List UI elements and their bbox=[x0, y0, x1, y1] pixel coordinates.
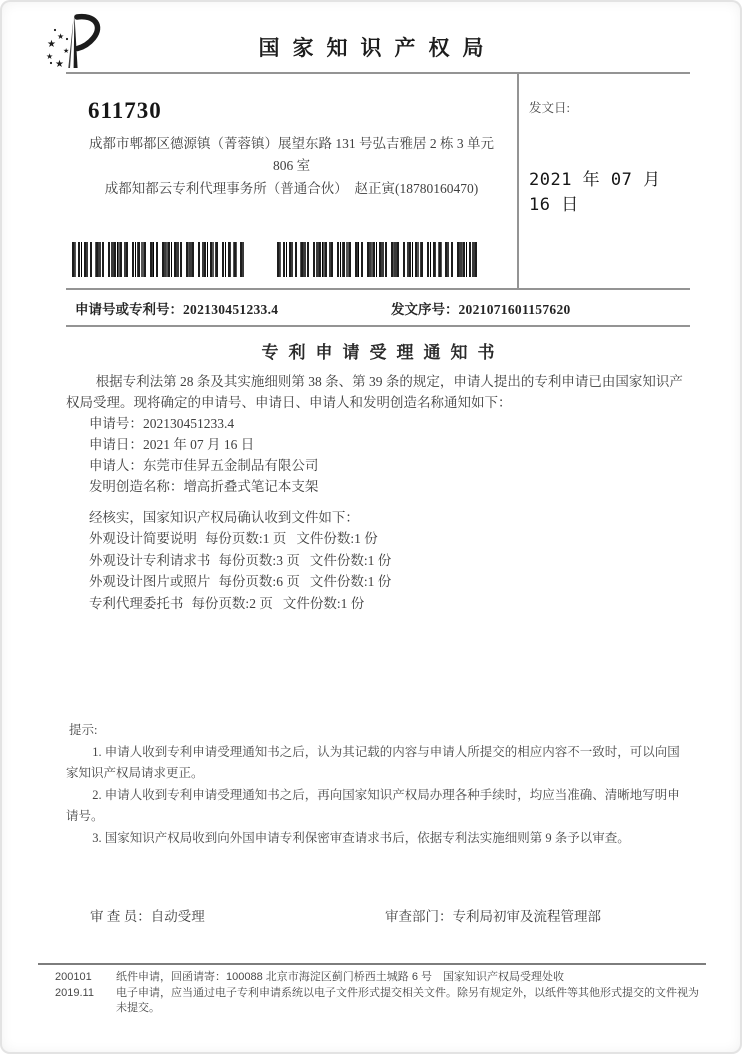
recipient-block bbox=[66, 74, 517, 288]
document-copies: 文件份数:1 份 bbox=[309, 552, 392, 568]
field-filing-date bbox=[66, 434, 690, 455]
field-label: 发明创造名称： bbox=[88, 479, 184, 494]
document-name: 外观设计专利请求书 bbox=[88, 552, 211, 568]
document-row bbox=[66, 571, 690, 593]
document-name: 外观设计图片或照片 bbox=[88, 574, 211, 589]
dispatch-date-box bbox=[517, 74, 690, 288]
field-application-number bbox=[66, 413, 690, 434]
footer-electronic-line: 电子申请，应当通过电子专利申请系统以电子文件形式提交相关文件。除另有规定外，以纸件等其他形式提交的文件视为未提交。 bbox=[116, 986, 699, 1014]
received-intro: 经核实，国家知识产权局确认收到文件如下： bbox=[88, 510, 359, 525]
document-copies: 文件份数:1 份 bbox=[309, 574, 392, 589]
agent-line: 成都知都云专利代理事务所（普通合伙） 赵正寅(18780160470) bbox=[104, 181, 479, 196]
field-value: 东莞市佳昇五金制品有限公司 bbox=[142, 458, 319, 473]
dispatch-date-value: 2021 年 07 月 16 日 bbox=[529, 170, 661, 215]
dispatch-serial-label: 发文序号： bbox=[391, 301, 459, 317]
document-row bbox=[66, 550, 690, 572]
field-applicant bbox=[66, 455, 690, 476]
barcode-left bbox=[72, 242, 245, 277]
document-name: 专利代理委托书 bbox=[88, 595, 184, 611]
address-line-1: 成都市郫都区德源镇（菁蓉镇）展望东路 131 号弘吉雅居 2 栋 3 单元 bbox=[89, 136, 494, 151]
footer-code-line-1: 200101 bbox=[55, 971, 92, 983]
department bbox=[385, 905, 601, 925]
dispatch-serial bbox=[391, 298, 571, 318]
barcode-row bbox=[72, 242, 480, 277]
document-pages: 每份页数:2 页 bbox=[191, 595, 273, 611]
svg-text:★: ★ bbox=[55, 59, 64, 70]
signoff-row bbox=[66, 905, 690, 925]
field-value: 2021 年 07 月 16 日 bbox=[142, 437, 255, 452]
application-number-label: 申请号或专利号： bbox=[75, 301, 183, 317]
field-label: 申请日： bbox=[88, 437, 143, 452]
footer-paper-line: 纸件申请，回函请寄：100088 北京市海淀区蓟门桥西土城路 6 号 国家知识产权局受理处收 bbox=[116, 971, 564, 983]
field-invention-title bbox=[66, 476, 690, 497]
footer-form-codes bbox=[38, 970, 116, 1017]
department-label: 审查部门： bbox=[385, 909, 453, 924]
svg-text:★: ★ bbox=[63, 47, 70, 55]
address-dispatch-table bbox=[66, 72, 690, 290]
application-number-value: 202130451233.4 bbox=[183, 301, 279, 317]
department-value: 专利局初审及流程管理部 bbox=[452, 909, 601, 924]
footer-code-line-2: 2019.11 bbox=[55, 986, 94, 999]
tip-item: 2. 申请人收到专利申请受理通知书之后，再向国家知识产权局办理各种手续时，均应当准确、清晰地写明申请号。 bbox=[66, 787, 680, 823]
field-label: 申请号： bbox=[88, 416, 143, 431]
svg-text:★: ★ bbox=[46, 52, 54, 61]
tips-section bbox=[66, 720, 690, 849]
examiner bbox=[90, 905, 385, 925]
document-copies: 文件份数:1 份 bbox=[282, 595, 365, 611]
dispatch-serial-value: 2021071601157620 bbox=[458, 301, 571, 317]
notice-body bbox=[66, 371, 690, 614]
field-value: 增高折叠式笔记本支架 bbox=[183, 479, 319, 494]
address-line-2: 806 室 bbox=[272, 158, 311, 173]
svg-text:★: ★ bbox=[57, 32, 65, 41]
notice-title: 专利申请受理通知书 bbox=[261, 343, 505, 362]
application-numbers-row bbox=[66, 290, 690, 327]
field-value: 202130451233.4 bbox=[142, 416, 235, 431]
document-header bbox=[0, 0, 742, 72]
tip-item: 3. 国家知识产权局收到向外国申请专利保密审查请求书后，依据专利法实施细则第 9 条予以审查。 bbox=[92, 830, 630, 845]
field-label: 申请人： bbox=[88, 458, 143, 473]
document-copies: 文件份数:1 份 bbox=[296, 531, 378, 546]
examiner-label: 审 查 员： bbox=[90, 909, 151, 924]
agency-title: 国家知识产权局 bbox=[258, 37, 497, 60]
document-row bbox=[66, 528, 690, 550]
notice-intro: 根据专利法第 28 条及其实施细则第 38 条、第 39 条的规定，申请人提出的专利申请已由国家知识产权局受理。现将确定的申请号、申请日、申请人和发明创造名称通知如下： bbox=[66, 374, 683, 410]
application-number bbox=[66, 298, 391, 318]
examiner-value: 自动受理 bbox=[150, 909, 205, 924]
footer-notes bbox=[116, 970, 706, 1017]
document-pages: 每份页数:3 页 bbox=[218, 552, 300, 568]
document-pages: 每份页数:1 页 bbox=[204, 531, 287, 546]
postal-code: 611730 bbox=[88, 98, 162, 123]
dispatch-date-label: 发文日: bbox=[529, 101, 570, 115]
barcode-right bbox=[277, 242, 480, 277]
tips-title: 提示: bbox=[69, 723, 98, 737]
svg-text:★: ★ bbox=[47, 39, 56, 50]
tip-item: 1. 申请人收到专利申请受理通知书之后，认为其记载的内容与申请人所提交的相应内容不一致时，可以向国家知识产权局请求更正。 bbox=[66, 744, 680, 780]
document-name: 外观设计简要说明 bbox=[88, 531, 197, 546]
document-pages: 每份页数:6 页 bbox=[218, 574, 300, 589]
page-footer bbox=[38, 963, 706, 1017]
document-row bbox=[66, 593, 690, 615]
